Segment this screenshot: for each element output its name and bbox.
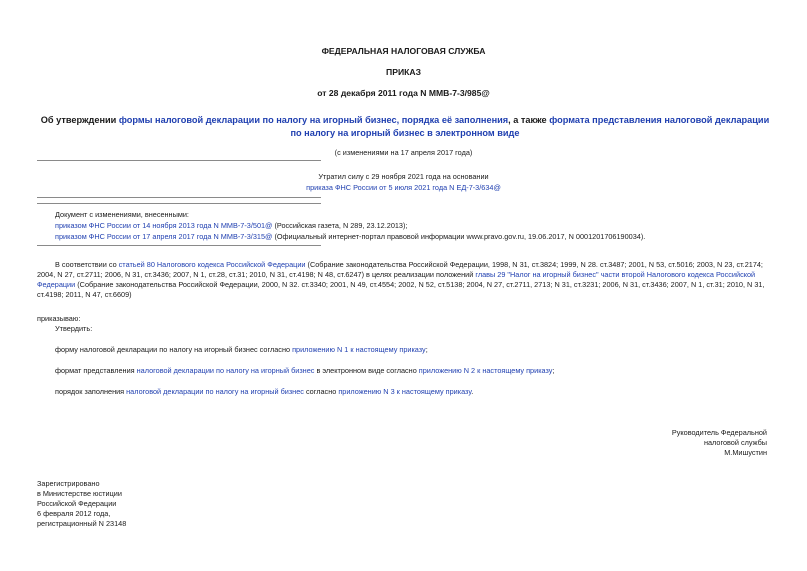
appendix-3-link[interactable]: приложению N 3 к настоящему приказу <box>338 387 472 396</box>
order-item-text: форму налоговой декларации по налогу на игорный бизнес согласно <box>55 345 293 354</box>
amended-note: (с изменениями на 17 апреля 2017 года) <box>334 148 473 157</box>
change-text: (Российская газета, N 289, 23.12.2013); <box>272 221 408 230</box>
title-text-1: Об утверждении <box>40 115 119 125</box>
registration-line: регистрационный N 23148 <box>37 519 127 528</box>
title-link-format[interactable]: формата представления налоговой декларации по налогу на игорный бизнес в электронном виде <box>290 115 770 139</box>
change-text: (Официальный интернет-портал правовой информации www.pravo.gov.ru, 19.06.2017, N 0001201706190034). <box>272 232 646 241</box>
change-link-2013[interactable]: приказом ФНС России от 14 ноября 2013 года N ММВ-7-3/501@ <box>55 221 273 230</box>
signer-title-1: Руководитель Федеральной <box>671 428 767 437</box>
basis-text-3: (Собрание законодательства Российской Федерации, 2000, N 32. ст.3340; 2001, N 49, ст.4554; 2002, N 52, ст.5138; 2004, N 27, ст.2711, 2713; N 31, ст.3231; 2006, N 31, ст.3436; 2007, N 1, ст.31; 2010, N 31, ст.4198; 2011, N 47, ст.6609) <box>37 279 765 299</box>
signer-title-2: налоговой службы <box>703 438 767 447</box>
order-item-text: ; <box>552 366 555 375</box>
changes-heading: Документ с изменениями, внесенными: <box>55 210 189 219</box>
registration-line: в Министерстве юстиции <box>37 489 122 498</box>
divider <box>37 160 321 161</box>
order-item-text: порядок заполнения <box>55 387 127 396</box>
order-item <box>55 387 473 397</box>
signer-name: М.Мишустин <box>724 448 767 457</box>
order-item <box>55 345 428 355</box>
status-line: Утратил силу с 29 ноября 2021 года на основании <box>318 172 489 181</box>
change-item <box>55 232 645 242</box>
appendix-1-link[interactable]: приложению N 1 к настоящему приказу <box>292 345 426 354</box>
divider <box>37 245 321 246</box>
article-80-link[interactable]: статьей 80 Налогового кодекса Российской Федерации <box>118 260 306 269</box>
approve-word: Утвердить: <box>55 324 93 333</box>
registration-line: Зарегистрировано <box>37 479 100 488</box>
divider <box>37 203 321 204</box>
basis-text-2: (Собрание законодательства Российской Федерации, 1998, N 31, ст.3824; 1999, N 28. ст.3487; 2001, N 53, ст.5016; 2003, N 23, ст.2174; 2004, N 27, ст.2711; 2006, N 31, ст.3436; 2007, N 1, ст.28, ст.31; 2010, N 31, ст.4198; N 48, ст.6247) в целях реализации положений <box>37 260 763 279</box>
order-word: приказываю: <box>37 314 81 323</box>
declaration-link[interactable]: налоговой декларации по налогу на игорный бизнес <box>136 366 315 375</box>
status-link-wrap <box>0 183 807 193</box>
agency-name: ФЕДЕРАЛЬНАЯ НАЛОГОВАЯ СЛУЖБА <box>321 46 486 56</box>
registration-line: Российской Федерации <box>37 499 117 508</box>
registration-line: 6 февраля 2012 года, <box>37 509 111 518</box>
order-item <box>55 366 554 376</box>
title-text-2: , а также <box>508 115 550 125</box>
appendix-2-link[interactable]: приложению N 2 к настоящему приказу <box>418 366 553 375</box>
title-link-form[interactable]: формы налоговой декларации по налогу на игорный бизнес, порядка её заполнения <box>118 115 509 125</box>
basis-text-1: В соответствии со <box>55 260 119 269</box>
order-item-text: . <box>471 387 474 396</box>
doc-date-number: от 28 декабря 2011 года N ММВ-7-3/985@ <box>317 88 490 98</box>
change-item <box>55 221 407 231</box>
chapter-29-link[interactable]: главы 29 "Налог на игорный бизнес" части второй Налогового кодекса Российской Федерации <box>37 269 756 289</box>
order-item-text: в электронном виде согласно <box>314 366 419 375</box>
repeal-order-link[interactable]: приказа ФНС России от 5 июля 2021 года N ЕД-7-3/634@ <box>306 183 501 192</box>
divider <box>37 197 321 198</box>
order-item-text: согласно <box>303 387 339 396</box>
order-item-text: формат представления <box>55 366 137 375</box>
change-link-2017[interactable]: приказом ФНС России от 17 апреля 2017 года N ММВ-7-3/315@ <box>55 232 273 241</box>
declaration-link[interactable]: налоговой декларации по налогу на игорный бизнес <box>126 387 304 396</box>
order-item-text: ; <box>425 345 428 354</box>
doc-type: ПРИКАЗ <box>386 67 421 77</box>
doc-title <box>40 114 770 141</box>
basis-paragraph <box>37 260 770 299</box>
